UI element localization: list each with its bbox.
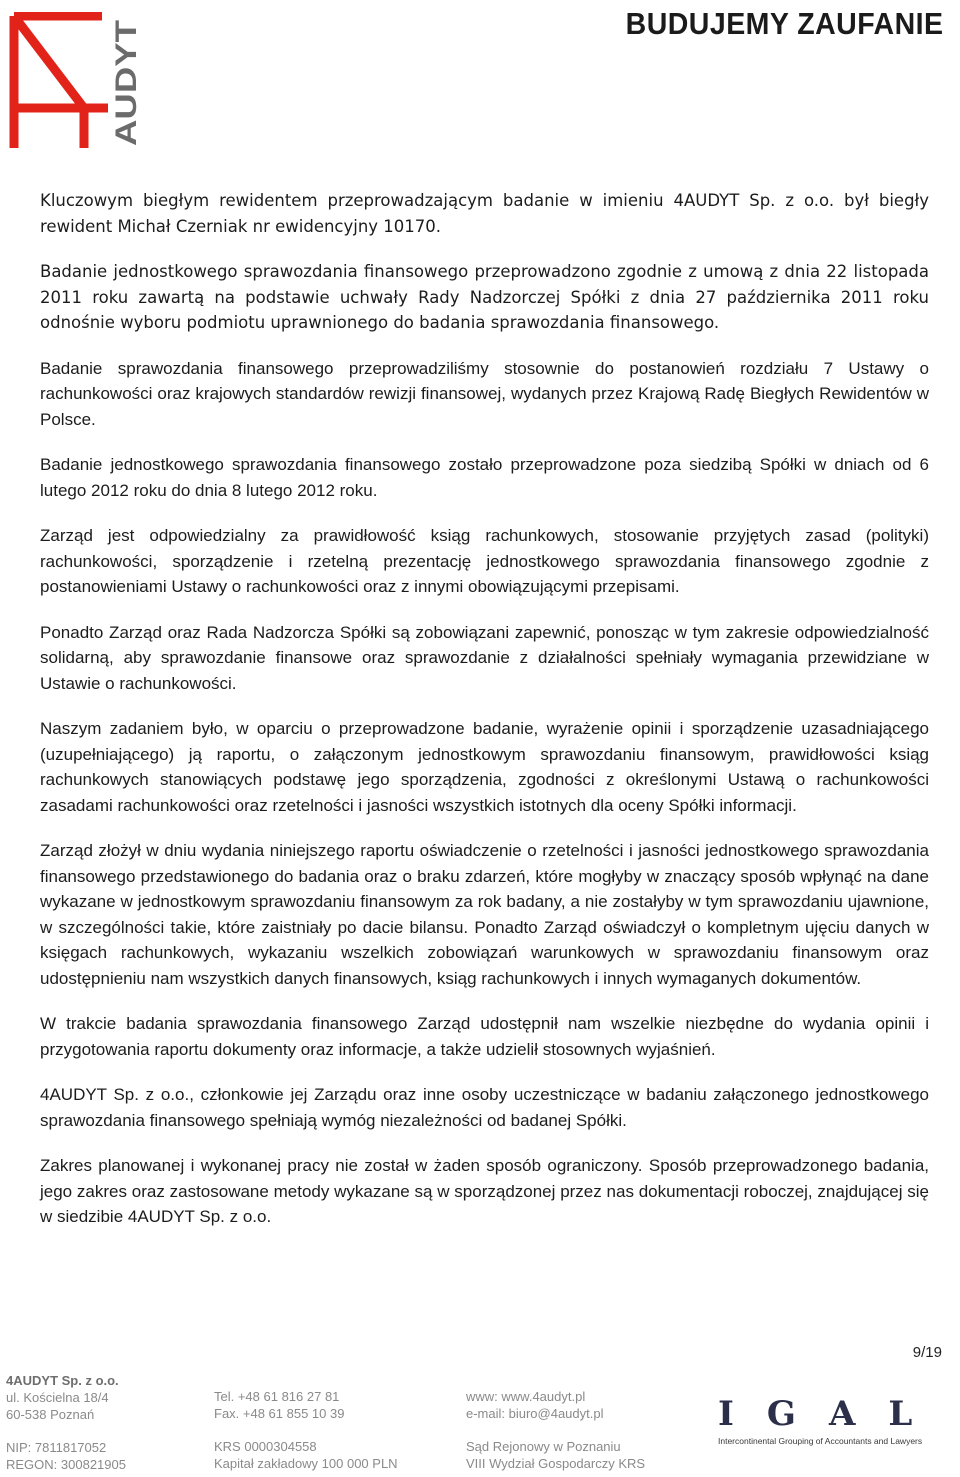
paragraph-audit-dates: Badanie jednostkowego sprawozdania finansowego zostało przeprowadzone poza siedzibą Spółki w dniach od 6 lutego 2012 roku do dnia 8 lutego 2012 roku. (40, 455, 929, 500)
paragraph-management-responsibility: Zarząd jest odpowiedzialny za prawidłowość ksiąg rachunkowych, stosowanie przyjętych zasad (polityki) rachunkowości, sporządzenie i rzetelną prezentację jednostkowego sprawozdania finansowego zgodnie z postanowieniami Ustawy o rachunkowości oraz z innymi obowiązującymi przepisami. (40, 526, 929, 596)
footer-tel: Tel. +48 61 816 27 81 (214, 1389, 340, 1404)
paragraph-documents-provided: W trakcie badania sprawozdania finansowego Zarząd udostępnił nam wszelkie niezbędne do wydania opinii i przygotowania raportu dokumenty oraz informacje, a także udzielił stosownych wyjaśnień. (40, 1014, 929, 1059)
paragraph-key-auditor: Kluczowym biegłym rewidentem przeprowadzającym badanie w imieniu 4AUDYT Sp. z o.o. był biegły rewident Michał Czerniak nr ewidencyjny 10170. (40, 191, 929, 236)
paragraph-contract: Badanie jednostkowego sprawozdania finansowego przeprowadzono zgodnie z umową z dnia 22 listopada 2011 roku zawartą na podstawie uchwały Rady Nadzorczej Spółki z dnia 27 października 2011 roku odnośnie wyboru podmiotu uprawnionego do badania sprawozdania finansowego. (40, 262, 929, 332)
paragraph-board-responsibility: Ponadto Zarząd oraz Rada Nadzorcza Spółki są zobowiązani zapewnić, ponosząc w tym zakresie odpowiedzialność solidarną, aby sprawozdanie finansowe oraz sprawozdanie z działalności spełniały wymagania przewidziane w Ustawie o rachunkowości. (40, 622, 929, 693)
footer-fax: Fax. +48 61 855 10 39 (214, 1406, 345, 1421)
paragraph-scope: Zakres planowanej i wykonanej pracy nie został w żaden sposób ograniczony. Sposób przeprowadzonego badania, jego zakres oraz zastosowane metody wykazane są w sporządzonej przez nas dokumentacji roboczej, znajdującej się w siedzibie 4AUDYT Sp. z o.o. (40, 1156, 929, 1226)
footer-www[interactable]: www: www.4audyt.pl (466, 1389, 586, 1404)
igal-logo (718, 1394, 946, 1446)
footer-regon: REGON: 300821905 (6, 1457, 126, 1472)
paragraph-management-statement: Zarząd złożył w dniu wydania niniejszego raportu oświadczenie o rzetelności i jasności jednostkowego sprawozdania finansowego przedstawionego do badania oraz o braku zdarzeń, które mogłyby w znaczący sposób wpłynąć na dane wykazane w jednostkowym sprawozdaniu finansowym za rok badany, a nie zostałyby w tym sprawozdaniu ujawnione, w szczególności takie, które zaistniały po dacie bilansu. Ponadto Zarząd oświadczył o kompletnym ujęciu danych w księgach rachunkowych, wykazaniu wszelkich zobowiązań warunkowych w sprawozdaniu finansowym oraz udostępnieniu nam wszystkich danych finansowych, ksiąg rachunkowych i innych wymaganych dokumentów. (40, 841, 929, 988)
footer-krs: KRS 0000304558 (214, 1439, 317, 1454)
paragraph-our-task: Naszym zadaniem było, w oparciu o przeprowadzone badanie, wyrażenie opinii i sporządzenie uzasadniającego (uzupełniającego) ją raportu, o załączonym jednostkowym sprawozdaniu finansowym, prawidłowości ksiąg rachunkowych stanowiących podstawę jego sporządzenia, zgodności z określonymi Ustawą o rachunkowości zasadami rachunkowości oraz rzetelności i jasności wszystkich istotnych dla oceny Spółki informacji. (40, 719, 929, 815)
page-footer (0, 1360, 960, 1477)
footer-department: VIII Wydział Gospodarczy KRS (466, 1456, 646, 1471)
footer-street: ul. Kościelna 18/4 (6, 1390, 109, 1405)
paragraph-standards: Badanie sprawozdania finansowego przeprowadziliśmy stosownie do postanowień rozdziału 7 Ustawy o rachunkowości oraz krajowych standardów rewizji finansowej, wydanych przez Krajową Radę Biegłych Rewidentów w Polsce. (40, 358, 929, 429)
footer-court: Sąd Rejonowy w Poznaniu (466, 1439, 621, 1454)
company-logo (8, 12, 140, 148)
logo-4audyt-mark (8, 12, 140, 148)
igal-letters: IGAL (718, 1394, 946, 1434)
page-number: 9/19 (912, 1344, 942, 1361)
header-tagline: BUDUJEMY ZAUFANIE (626, 6, 944, 41)
footer-contact-block (214, 1388, 398, 1472)
footer-company-name: 4AUDYT Sp. z o.o. (6, 1373, 119, 1388)
footer-nip: NIP: 7811817052 (6, 1440, 107, 1455)
footer-address-block (6, 1372, 126, 1473)
footer-web-block (466, 1388, 645, 1472)
footer-city: 60-538 Poznań (6, 1407, 95, 1422)
report-body (40, 188, 929, 1250)
paragraph-independence: 4AUDYT Sp. z o.o., członkowie jej Zarządu oraz inne osoby uczestniczące w badaniu załączonego jednostkowego sprawozdania finansowego spełniają wymóg niezależności od badanej Spółki. (40, 1085, 929, 1130)
footer-email[interactable]: e-mail: biuro@4audyt.pl (466, 1406, 604, 1421)
svg-text:AUDYT: AUDYT (110, 42, 140, 146)
igal-subtitle: Intercontinental Grouping of Accountants and Lawyers (718, 1436, 923, 1446)
footer-capital: Kapitał zakładowy 100 000 PLN (214, 1456, 398, 1471)
